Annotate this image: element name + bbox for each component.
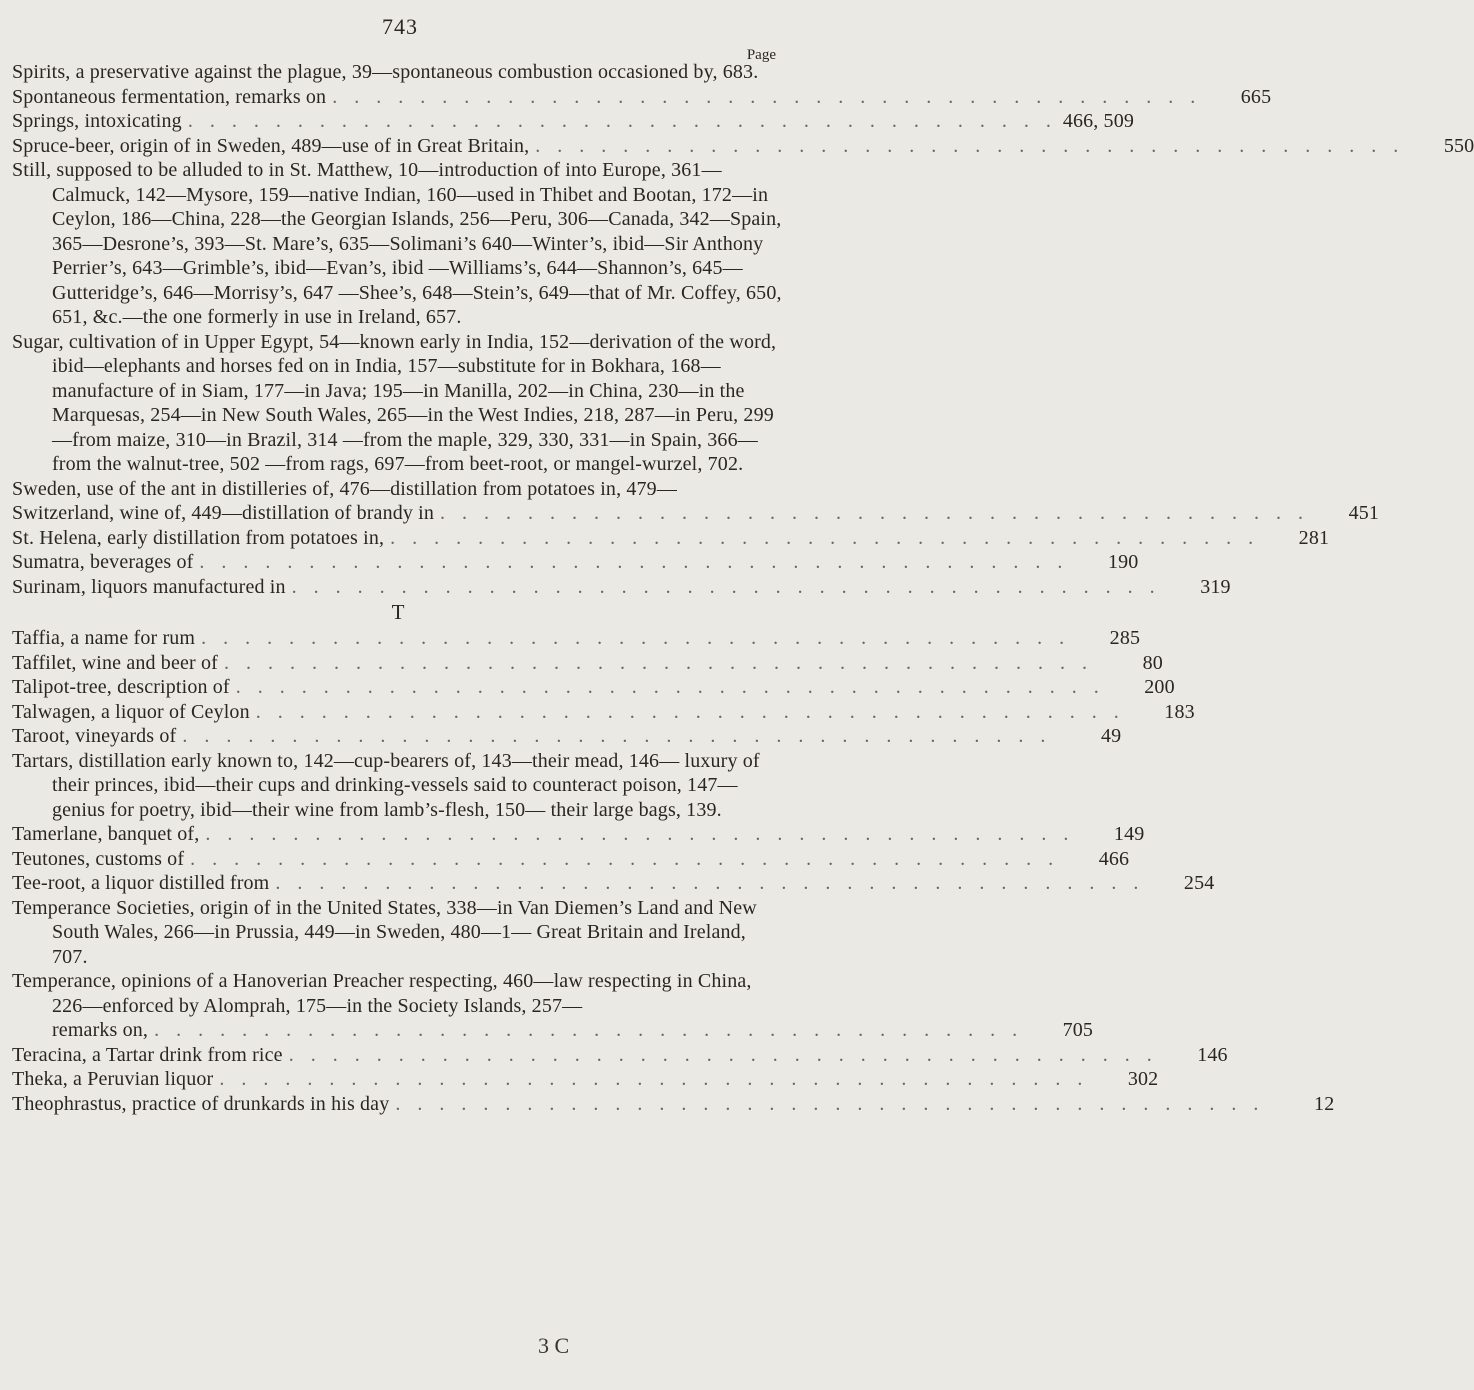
entry-text: Switzerland, wine of, 449—distillation of brandy in xyxy=(12,502,435,524)
index-entry xyxy=(12,501,1380,526)
index-entry xyxy=(12,822,1145,847)
index-entry xyxy=(12,871,1215,896)
index-entry xyxy=(12,85,1272,110)
index-entry xyxy=(12,724,1122,749)
entry-text: Spruce-beer, origin of in Sweden, 489—use of in Great Britain, xyxy=(12,134,530,157)
index-entry: Sweden, use of the ant in distilleries of, 476—distillation from potatoes in, 479— xyxy=(12,477,677,500)
entry-page: 285 xyxy=(1109,627,1141,649)
index-entry xyxy=(12,1092,1335,1117)
index-entries xyxy=(12,60,1474,1116)
index-entry xyxy=(12,675,1175,700)
entry-page: 190 xyxy=(1107,551,1139,573)
index-entry: Still, supposed to be alluded to in St. Matthew, 10—introduction of into Europe, 361—Calmuck, 142—Mysore, 159—native Indian, 160—used in Thibet and Bootan, 172—in Ceylon, 186—China, 228—the Georgian Islands, 256—Peru, 306—Canada, 342—Spain, 365—Desrone’s, 393—St. Mare’s, 635—Solimani’s 640—Winter’s, ibid—Sir Anthony Perrier’s, 643—Grimble’s, ibid—Evan’s, ibid —Williams’s, 644—Shannon’s, 645—Gutteridge’s, 646—Morrisy’s, 647 —Shee’s, 648—Stein’s, 649—that of Mr. Coffey, 650, 651, &c.—the one formerly in use in Ireland, 657. xyxy=(12,159,782,328)
leader-dots: . . . . . . . . . . . . . . . . . . . . . . . . . . . . . . . . . . . . . . . . xyxy=(190,847,1060,870)
leader-dots: . . . . . . . . . . . . . . . . . . . . . . . . . . . . . . . . . . . . . . . . xyxy=(205,823,1075,845)
entry-page: 665 xyxy=(1240,85,1272,108)
index-entry xyxy=(12,134,1474,159)
entry-text: Theophrastus, practice of drunkards in his day xyxy=(12,1092,390,1115)
entry-text: St. Helena, early distillation from potatoes in, xyxy=(12,526,385,549)
entry-text: Talwagen, a liquor of Ceylon xyxy=(12,700,250,723)
leader-dots: . . . . . . . . . . . . . . . . . . . . . . . . . . . . . . . . . . . . . . . . xyxy=(390,526,1260,549)
entry-page: 200 xyxy=(1144,676,1175,698)
index-entry xyxy=(12,700,1195,725)
index-entry: Temperance Societies, origin of in the United States, 338—in Van Diemen’s Land and New South Wales, 266—in Prussia, 449—in Sweden, 480—1— Great Britain and Ireland, 707. xyxy=(12,896,757,968)
page-column-heading: Page xyxy=(746,47,776,63)
index-entry xyxy=(12,1018,1094,1043)
index-entry xyxy=(12,1067,1159,1092)
entry-text: Teracina, a Tartar drink from rice xyxy=(12,1043,283,1066)
leader-dots: . . . . . . . . . . . . . . . . . . . . . . . . . . . . . . . . . . . . . . . . xyxy=(332,85,1202,108)
entry-text: Theka, a Peruvian liquor xyxy=(12,1068,214,1090)
entry-text: Spontaneous fermentation, remarks on xyxy=(12,85,327,108)
entry-page: 466 xyxy=(1098,847,1130,870)
signature-mark: 3 C xyxy=(538,1333,570,1358)
entry-page: 12 xyxy=(1314,1092,1335,1115)
entry-page: 451 xyxy=(1348,502,1380,524)
entry-text: Tee-root, a liquor distilled from xyxy=(12,872,270,894)
leader-dots: . . . . . . . . . . . . . . . . . . . . . . . . . . . . . . . . . . . . . . . . xyxy=(235,676,1105,698)
index-entry xyxy=(12,526,1330,551)
entry-page: 254 xyxy=(1183,872,1215,894)
leader-dots: . . . . . . . . . . . . . . . . . . . . . . . . . . . . . . . . . . . . . . . . xyxy=(395,1092,1265,1115)
leader-dots: . . . . . . . . . . . . . . . . . . . . . . . . . . . . . . . . . . . . . . . . xyxy=(201,627,1071,649)
entry-text: remarks on, xyxy=(52,1019,149,1041)
entry-text: Talipot-tree, description of xyxy=(12,676,230,698)
leader-dots: . . . . . . . . . . . . . . . . . . . . . . . . . . . . . . . . . . . . . . . . xyxy=(187,110,1057,132)
leader-dots: . . . . . . . . . . . . . . . . . . . . . . . . . . . . . . . . . . . . . . . . xyxy=(288,1043,1158,1066)
entry-page: 302 xyxy=(1127,1068,1159,1090)
leader-dots: . . . . . . . . . . . . . . . . . . . . . . . . . . . . . . . . . . . . . . . . xyxy=(154,1019,1024,1041)
leader-dots: . . . . . . . . . . . . . . . . . . . . . . . . . . . . . . . . . . . . . . . . xyxy=(255,700,1125,723)
index-entry xyxy=(12,651,1163,676)
index-entry xyxy=(12,847,1130,872)
index-entry xyxy=(12,626,1141,651)
index-entry: Sugar, cultivation of in Upper Egypt, 54—known early in India, 152—derivation of the word, ibid—elephants and horses fed on in India, 157—substitute for in Bokhara, 168—manufacture of in Siam, 177—in Java; 195—in Manilla, 202—in China, 230—in the Marquesas, 254—in New South Wales, 265—in the West Indies, 218, 287—in Peru, 299—from maize, 310—in Brazil, 314 —from the maple, 329, 330, 331—in Spain, 366—from the walnut-tree, 502 —from rags, 697—from beet-root, or mangel-wurzel, 702. xyxy=(12,330,777,475)
entry-page: 705 xyxy=(1062,1019,1094,1041)
leader-dots: . . . . . . . . . . . . . . . . . . . . . . . . . . . . . . . . . . . . . . . . xyxy=(182,725,1052,747)
index-entry xyxy=(12,575,1231,600)
leader-dots: . . . . . . . . . . . . . . . . . . . . . . . . . . . . . . . . . . . . . . . . xyxy=(291,575,1161,598)
entry-page: 146 xyxy=(1197,1043,1228,1066)
section-letter: T xyxy=(391,600,405,624)
entry-page: 466, 509 xyxy=(1062,110,1135,132)
leader-dots: . . . . . . . . . . . . . . . . . . . . . . . . . . . . . . . . . . . . . . . . xyxy=(219,1068,1089,1090)
leader-dots: . . . . . . . . . . . . . . . . . . . . . . . . . . . . . . . . . . . . . . . . xyxy=(440,502,1310,524)
entry-page: 183 xyxy=(1164,700,1195,723)
leader-dots: . . . . . . . . . . . . . . . . . . . . . . . . . . . . . . . . . . . . . . . . xyxy=(199,551,1069,573)
leader-dots: . . . . . . . . . . . . . . . . . . . . . . . . . . . . . . . . . . . . . . . . xyxy=(223,651,1093,674)
entry-page: 49 xyxy=(1101,725,1122,747)
index-entry xyxy=(12,1043,1228,1068)
index-entry: Spirits, a preservative against the plague, 39—spontaneous combustion occasioned by, 683. xyxy=(12,61,759,83)
index-entry: Temperance, opinions of a Hanoverian Preacher respecting, 460—law respecting in China, 226—enforced by Alomprah, 175—in the Society Islands, 257— xyxy=(12,970,752,1017)
entry-page: 281 xyxy=(1298,526,1330,549)
entry-page: 149 xyxy=(1113,823,1145,845)
index-entry xyxy=(12,550,1139,575)
entry-text: Surinam, liquors manufactured in xyxy=(12,575,286,598)
entry-page: 80 xyxy=(1142,651,1163,674)
index-entry: Tartars, distillation early known to, 142—cup-bearers of, 143—their mead, 146— luxury of their princes, ibid—their cups and drinking-vessels said to counteract poison, 147—genius for poetry, ibid—their wine from lamb’s-flesh, 150— their large bags, 139. xyxy=(12,749,760,821)
leader-dots: . . . . . . . . . . . . . . . . . . . . . . . . . . . . . . . . . . . . . . . . xyxy=(535,134,1405,157)
entry-text: Teutones, customs of xyxy=(12,847,185,870)
entry-text: Sumatra, beverages of xyxy=(12,551,194,573)
page-number: 743 xyxy=(382,14,418,39)
entry-text: Springs, intoxicating xyxy=(12,110,182,132)
index-entry xyxy=(12,109,1135,134)
entry-page: 550 xyxy=(1443,134,1474,157)
leader-dots: . . . . . . . . . . . . . . . . . . . . . . . . . . . . . . . . . . . . . . . . xyxy=(275,872,1145,894)
entry-text: Tamerlane, banquet of, xyxy=(12,823,200,845)
entry-text: Taroot, vineyards of xyxy=(12,725,177,747)
entry-text: Taffilet, wine and beer of xyxy=(12,651,218,674)
entry-page: 319 xyxy=(1200,575,1231,598)
entry-text: Taffia, a name for rum xyxy=(12,627,196,649)
